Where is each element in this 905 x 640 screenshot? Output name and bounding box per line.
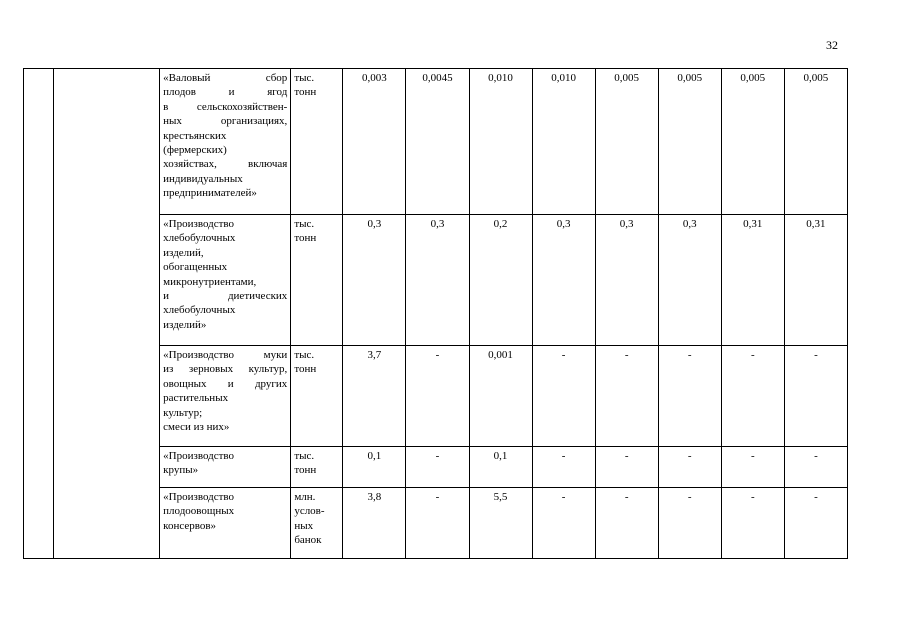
value-cell: -	[595, 488, 658, 559]
value-cell: -	[406, 447, 469, 488]
value-cell: 0,3	[532, 215, 595, 346]
value-cell: -	[595, 346, 658, 447]
value-cell: -	[658, 346, 721, 447]
value-cell: -	[406, 488, 469, 559]
indicator-name-line: «Производство муки	[163, 349, 288, 361]
unit-cell	[291, 447, 343, 488]
unit-line: млн.	[294, 491, 316, 503]
value-cell: -	[784, 346, 847, 447]
unit-line: банок	[294, 534, 322, 547]
value-cell: 0,2	[469, 215, 532, 346]
value-cell: 0,3	[406, 215, 469, 346]
value-cell: -	[721, 488, 784, 559]
indicator-name-line: хлебобулочных	[163, 232, 236, 245]
indicator-name-line: овощных и других	[163, 377, 288, 390]
value-cell: 0,3	[343, 215, 406, 346]
indicator-name-line: предпринимателей»	[163, 187, 257, 200]
indicator-name-cell	[160, 488, 291, 559]
indicator-name-cell	[160, 346, 291, 447]
indicator-name-line: смеси из них»	[163, 421, 230, 434]
indicator-name-line: изделий»	[163, 318, 207, 331]
indicator-name-cell	[160, 69, 291, 215]
value-cell: 0,010	[532, 69, 595, 215]
value-cell: 0,005	[658, 69, 721, 215]
value-cell: 0,0045	[406, 69, 469, 215]
unit-line: ных	[294, 519, 314, 532]
value-cell: 0,010	[469, 69, 532, 215]
indicator-name-line: крупы»	[163, 464, 199, 477]
value-cell: -	[658, 488, 721, 559]
value-cell: -	[532, 488, 595, 559]
value-cell: -	[784, 488, 847, 559]
indicator-name-line: хозяйствах, включая	[163, 158, 288, 171]
value-cell: 3,7	[343, 346, 406, 447]
value-cell: 3,8	[343, 488, 406, 559]
unit-line: тонн	[294, 86, 317, 99]
unit-cell	[291, 215, 343, 346]
value-cell: -	[532, 447, 595, 488]
indicator-name-line: обогащенных	[163, 261, 228, 274]
unit-cell	[291, 488, 343, 559]
indicator-name-line: изделий,	[163, 246, 204, 259]
unit-line: тыс.	[294, 72, 315, 84]
indicator-name-line: хлебобулочных	[163, 304, 236, 317]
indicator-name-line: (фермерских)	[163, 144, 227, 157]
value-cell: 0,001	[469, 346, 532, 447]
indicator-name-line: из зерновых культур,	[163, 363, 288, 376]
unit-line: тонн	[294, 232, 317, 245]
value-cell: -	[721, 447, 784, 488]
value-cell: 5,5	[469, 488, 532, 559]
value-cell: -	[532, 346, 595, 447]
value-cell: 0,005	[784, 69, 847, 215]
indicator-name-cell	[160, 215, 291, 346]
page-number: 32	[826, 38, 838, 52]
indicator-name-line: «Производство	[163, 450, 235, 462]
indicator-name-line: индивидуальных	[163, 172, 243, 185]
value-cell: 0,005	[721, 69, 784, 215]
value-cell: -	[595, 447, 658, 488]
indicator-name-line: микронутриентами,	[163, 275, 257, 288]
value-cell: -	[721, 346, 784, 447]
indicator-name-line: консервов»	[163, 519, 217, 532]
unit-line: тонн	[294, 464, 317, 477]
unit-cell	[291, 346, 343, 447]
indicator-name-line: крестьянских	[163, 129, 227, 142]
value-cell: 0,3	[595, 215, 658, 346]
value-cell: 0,003	[343, 69, 406, 215]
indicator-name-line: культур;	[163, 406, 203, 419]
value-cell: 0,31	[721, 215, 784, 346]
value-cell: 0,005	[595, 69, 658, 215]
value-cell: 0,1	[469, 447, 532, 488]
unit-line: тыс.	[294, 218, 315, 230]
indicator-name-line: «Производство	[163, 218, 235, 230]
value-cell: -	[658, 447, 721, 488]
indicator-name-line: ных организациях,	[163, 115, 288, 128]
indicator-name-line: плодоовощных	[163, 505, 235, 518]
unit-line: услов-	[294, 505, 325, 518]
unit-cell	[291, 69, 343, 215]
indicator-name-line: и диетических	[163, 290, 288, 303]
unit-line: тонн	[294, 363, 317, 376]
blank-program-cell	[54, 69, 160, 559]
table-body	[24, 69, 848, 559]
indicator-name-line: «Валовый сбор	[163, 72, 288, 84]
value-cell: 0,31	[784, 215, 847, 346]
unit-line: тыс.	[294, 349, 315, 361]
value-cell: -	[784, 447, 847, 488]
indicator-name-line: «Производство	[163, 491, 235, 503]
unit-line: тыс.	[294, 450, 315, 462]
value-cell: 0,3	[658, 215, 721, 346]
indicator-name-line: растительных	[163, 392, 229, 405]
value-cell: -	[406, 346, 469, 447]
table-row	[24, 69, 848, 215]
blank-number-cell	[24, 69, 54, 559]
indicator-name-line: плодов и ягод	[163, 86, 288, 99]
indicators-table	[23, 68, 848, 559]
indicator-name-cell	[160, 447, 291, 488]
value-cell: 0,1	[343, 447, 406, 488]
indicator-name-line: в сельскохозяйствен-	[163, 100, 288, 113]
